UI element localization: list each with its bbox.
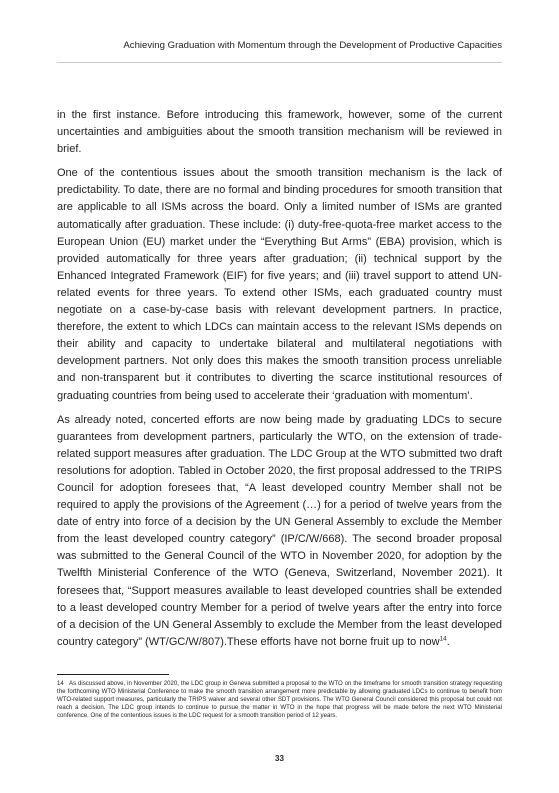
paragraph-2: One of the contentious issues about the smooth transition mechanism is the lack of predictability. To date, there are no formal and binding procedures for smooth transition that are applicable to all ISMs across the board. Only a limited number of ISMs are granted automatically after graduation. These include: (i) duty-free-quota-free market access to the European Union (EU) market under the “Everything But Arms” (EBA) provision, which is provided automatically for three years after graduation; (ii) technical support by the Enhanced Integrated Framework (EIF) for five years; and (iii) travel support to attend UN-related events for three years. To extend other ISMs, each graduated country must negotiate on a case-by-case basis with relevant development partners. In practice, therefore, the extent to which LDCs can maintain access to the relevant ISMs depends on their ability and capacity to undertake bilateral and multilateral negotiations with development partners. Not only does this makes the smooth transition process unreliable and non-transparent but it contributes to diverting the scarce institutional resources of graduating countries from being used to accelerate their ‘graduation with momentum’. [57,167,502,402]
footnote-reference[interactable]: 14 [439,635,447,643]
footnote-divider [57,674,169,675]
paragraph-1: in the first instance. Before introducing this framework, however, some of the current uncertainties and ambiguities about the smooth transition mechanism will be reviewed in brief. [57,109,502,156]
footnote-text: As discussed above, in November 2020, the LDC group in Geneva submitted a proposal to the WTO on the timeframe for smooth transition strategy requesting the forthcoming WTO Ministerial Conference to make the smooth transition arrangement more predictable by allowing graduated LDCs to continue to benefit from WTO-related support measures, particularly the TRIPS waiver and several other SDT provisions. The WTO General Council considered this proposal but could not reach a decision. The LDC group intends to continue to pursue the matter in WTO in the hope that progress will be made before the next WTO Ministerial conference. One of the contentious issues is the LDC request for a smooth transition period of 12 years. [57,680,502,720]
page-number: 33 [275,754,284,763]
paragraph-3: As already noted, concerted efforts are now being made by graduating LDCs to secure guarantees from development partners, particularly the WTO, on the extension of trade-related support measures after graduation. The LDC Group at the WTO submitted two draft resolutions for adoption. Tabled in October 2020, the first proposal addressed to the TRIPS Council for adoption foresees that, “A least developed country Member shall not be required to apply the provisions of the Agreement (…) for a period of twelve years from the date of entry into force of a decision by the UN General Assembly to exclude the Member from the least developed country category” (IP/C/W/668). The second broader proposal was submitted to the General Council of the WTO in November 2020, for adoption by the Twelfth Ministerial Conference of the WTO (Geneva, Switzerland, November 2021). It foresees that, “Support measures available to least developed countries shall be extended to a least developed country Member for a period of twelve years after the entry into force of a decision of the UN General Assembly to exclude the Member from the least developed country category” (WT/GC/W/807).These efforts have not borne fruit up to now$^{14}$. [57,413,502,648]
body-text [57,107,502,658]
footnote [57,680,502,720]
running-header: Achieving Graduation with Momentum through the Development of Productive Capacities [123,40,502,51]
header-divider [57,62,502,63]
paragraph-3-text: As already noted, concerted efforts are now being made by graduating LDCs to secure guarantees from development partners, particularly the WTO, on the extension of trade-related support measures after graduation. The LDC Group at the WTO submitted two draft resolutions for adoption. Tabled in October 2020, the first proposal addressed to the TRIPS Council for adoption foresees that, “A least developed country Member shall not be required to apply the provisions of the Agreement (…) for a period of twelve years from the date of entry into force of a decision by the UN General Assembly to exclude the Member from the least developed country category” (IP/C/W/668). The second broader proposal was submitted to the General Council of the WTO in November 2020, for adoption by the Twelfth Ministerial Conference of the WTO (Geneva, Switzerland, November 2021). It foresees that, “Support measures available to least developed countries shall be extended to a least developed country Member for a period of twelve years after the entry into force of a decision of the UN General Assembly to exclude the Member from the least developed country category” (WT/GC/W/807).These efforts have not borne fruit up to now [57,413,502,648]
footnote-number: 14 [57,680,64,687]
